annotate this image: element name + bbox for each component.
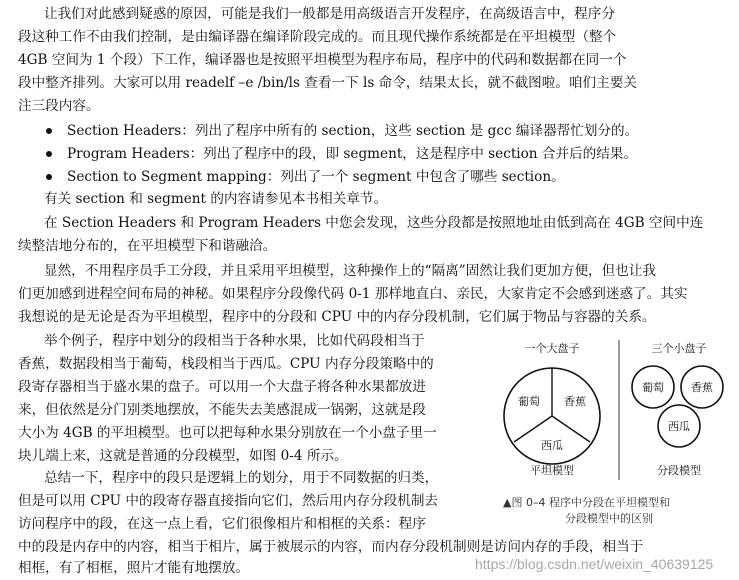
text-line: 续整洁地分布的，在平坦模型下和谐融洽。 (18, 238, 277, 254)
small-plate-label: 葡萄 (642, 381, 664, 394)
text-line: 4GB 空间为 1 个段）下工作，编译器也是按照平坦模型为程序布局，程序中的代码和数据都在同一个 (18, 52, 627, 68)
text-line: 举个例子，程序中划分的段相当于各种水果，比如代码段相当于 (44, 333, 425, 349)
text-line: 中的段是内存中的内容，相当于相片，属于被展示的内容，而内存分段机制则是访问内存的手段，相当于 (18, 539, 644, 555)
figure-right-caption: 分段模型 (657, 464, 701, 477)
text-line: 来，但依然是分门别类地摆放，不能失去美感混成一锅粥，这就是段 (18, 402, 426, 418)
text-line: 让我们对此感到疑惑的原因，可能是我们一般都是用高级语言开发程序，在高级语言中，程序分 (44, 6, 615, 22)
figure-caption-line-1: ▲图 0–4 程序中分段在平坦模型和 (503, 496, 670, 509)
list-item: Program Headers：列出了程序中的段，即 segment，这是程序中 section 合并后的结果。 (67, 146, 638, 162)
bullet-icon (46, 151, 52, 157)
figure-left-caption: 平坦模型 (530, 464, 574, 477)
text-line: 相框，有了相框，照片才能有地摆放。 (18, 560, 250, 576)
text-line: 块儿端上来，这就是普通的分段模型，如图 0-4 所示。 (18, 448, 348, 464)
text-line: 在 Section Headers 和 Program Headers 中您会发现，这些分段都是按照地址由低到高在 4GB 空间中连 (44, 215, 704, 231)
big-plate-label: 香蕉 (564, 395, 586, 408)
paragraph-2: 有关 section 和 segment 的内容请参见本书相关章节。 (44, 191, 388, 207)
small-plate-label: 香蕉 (691, 381, 713, 394)
text-line: 注三段内容。 (18, 98, 100, 114)
figure-right-title: 三个小盘子 (651, 342, 707, 355)
big-plate-label: 葡萄 (518, 395, 540, 408)
text-line: 们更加感到进程空间布局的神秘。如果程序分段像代码 0-1 那样地直白、亲民，大家肯定不会感到迷惑了。其实 (18, 286, 688, 302)
bullet-icon (46, 128, 52, 134)
watermark: https://blog.csdn.net/weixin_40639125 (475, 556, 714, 572)
figure-left-title: 一个大盘子 (524, 342, 580, 355)
text-line: 段这种工作不由我们控制，是由编译器在编译阶段完成的。而且现代操作系统都是在平坦模型（整个 (18, 29, 617, 45)
figure-caption-line-2: 分段模型中的区别 (565, 512, 653, 525)
text-line: 大小为 4GB 的平坦模型。也可以把每种水果分别放在一个小盘子里一 (18, 425, 437, 441)
text-line: 显然，不用程序员手工分段，并且采用平坦模型，这种操作上的“隔离”固然让我们更加方便，但也让我 (44, 263, 657, 279)
text-line: 段中整齐排列。大家可以用 readelf –e /bin/ls 查看一下 ls 命令，结果太长，就不截图啦。咱们主要关 (18, 75, 637, 91)
text-line: 香蕉，数据段相当于葡萄，栈段相当于西瓜。CPU 内存分段策略中的 (18, 356, 434, 372)
text-line: 段寄存器相当于盛水果的盘子。可以用一个大盘子将各种水果都放进 (18, 379, 426, 395)
text-line: 总结一下，程序中的段只是逻辑上的划分，用于不同数据的归类， (44, 470, 439, 486)
bullet-icon (46, 174, 52, 180)
text-line: 访问程序中的段，在这一点上看，它们很像相片和相框的关系：程序 (18, 516, 426, 532)
big-plate-label: 西瓜 (541, 439, 563, 452)
text-line: 但是可以用 CPU 中的段寄存器直接指向它们，然后用内存分段机制去 (18, 493, 439, 509)
list-item: Section to Segment mapping：列出了一个 segment 中包含了哪些 section。 (67, 169, 565, 185)
small-plate-label: 西瓜 (668, 420, 690, 433)
list-item: Section Headers：列出了程序中所有的 section，这些 section 是 gcc 编译器帮忙划分的。 (67, 123, 639, 139)
text-line: 我想说的是无论是否为平坦模型，程序中的分段和 CPU 中的内存分段机制，它们属于物品与容器的关系。 (18, 309, 656, 325)
figure-0-4 (495, 330, 735, 530)
